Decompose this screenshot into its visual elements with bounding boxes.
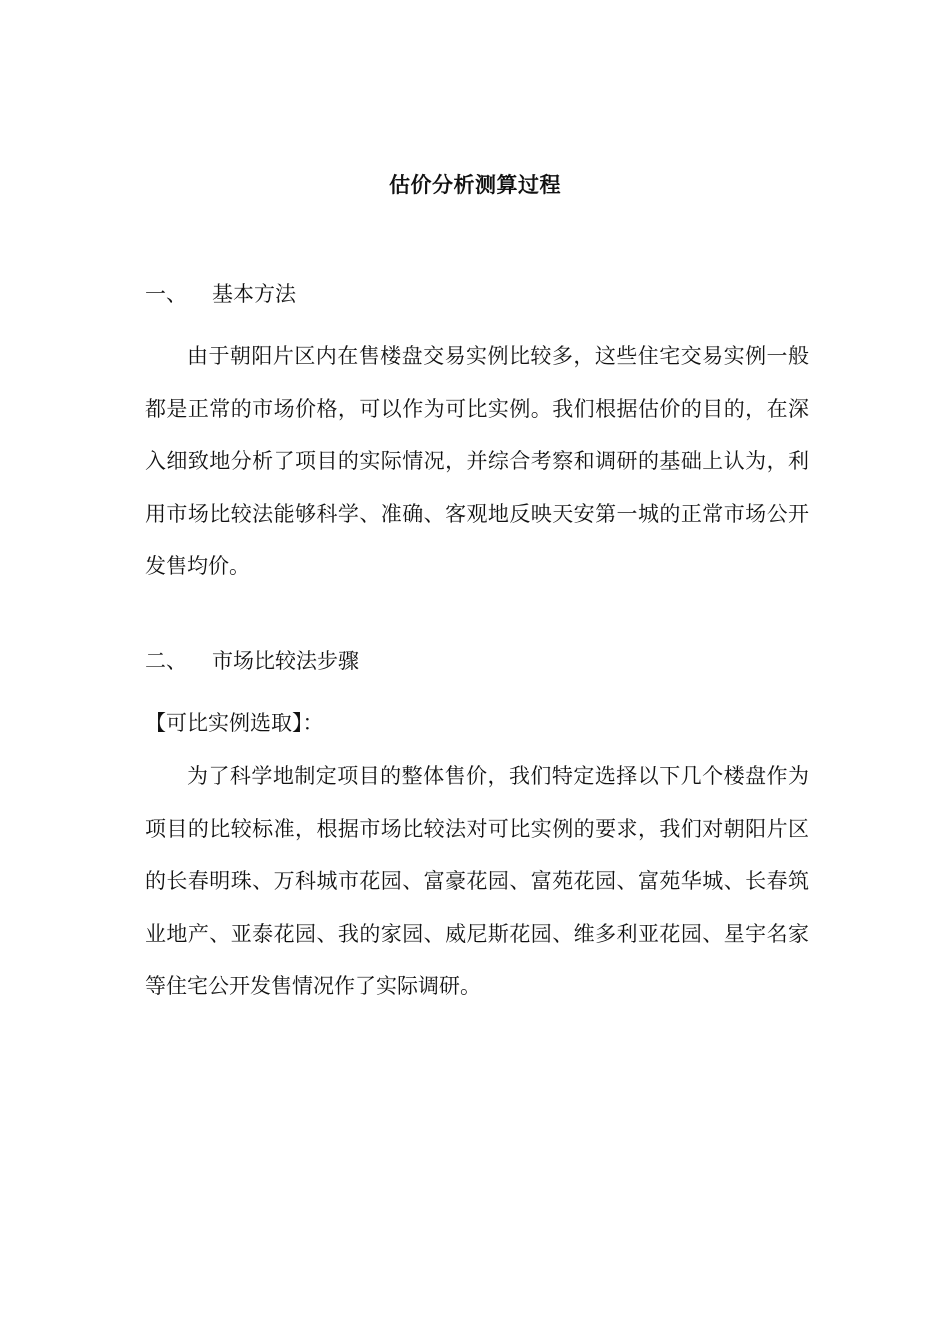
section-heading-market-comparison-steps	[145, 646, 815, 676]
section-number: 二、	[145, 649, 187, 673]
section-heading-text: 基本方法	[212, 282, 296, 306]
paragraph-basic-method: 由于朝阳片区内在售楼盘交易实例比较多，这些住宅交易实例一般都是正常的市场价格，可以作为可比实例。我们根据估价的目的，在深入细致地分析了项目的实际情况，并综合考察和调研的基础上认为，利用市场比较法能够科学、准确、客观地反映天安第一城的正常市场公开发售均价。	[145, 344, 809, 578]
section-number: 一、	[145, 282, 187, 306]
document-title: 估价分析测算过程	[389, 172, 561, 197]
section-heading-text: 市场比较法步骤	[212, 649, 359, 673]
paragraph-comparable-selection: 为了科学地制定项目的整体售价，我们特定选择以下几个楼盘作为项目的比较标准，根据市场比较法对可比实例的要求，我们对朝阳片区的长春明珠、万科城市花园、富豪花园、富苑花园、富苑华城、长春筑业地产、亚泰花园、我的家园、威尼斯花园、维多利亚花园、星宇名家等住宅公开发售情况作了实际调研。	[145, 764, 809, 998]
section-heading-basic-method	[145, 279, 815, 309]
subsection-label-comparable-selection: 【可比实例选取】：	[145, 711, 324, 735]
